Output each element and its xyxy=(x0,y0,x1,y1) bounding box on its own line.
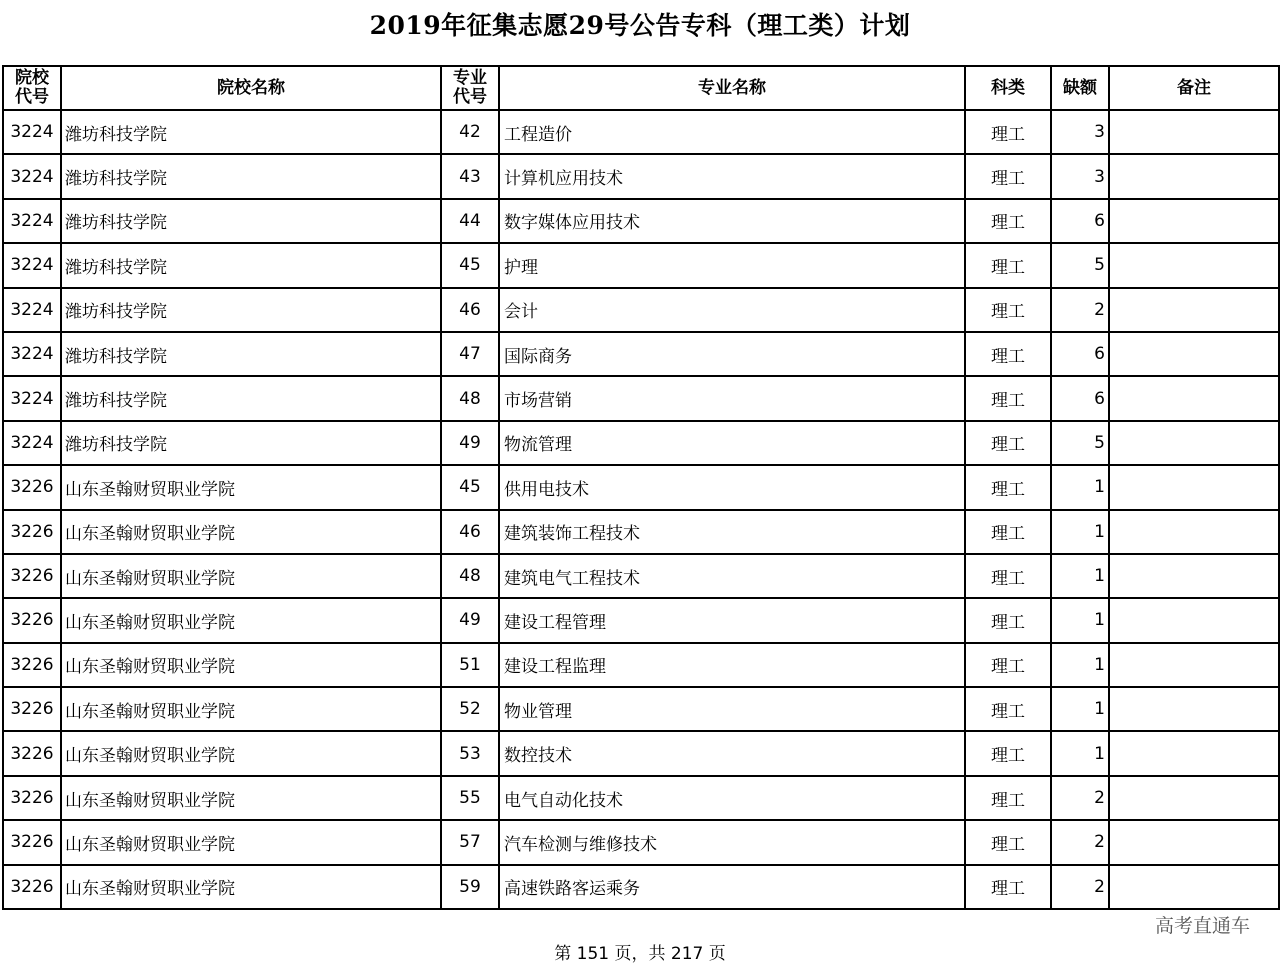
cell-vacancy: 5 xyxy=(1051,421,1109,465)
cell-vacancy: 1 xyxy=(1051,731,1109,775)
cell-major-code: 48 xyxy=(441,554,499,598)
cell-note xyxy=(1109,820,1279,864)
cell-major-name: 建设工程监理 xyxy=(499,643,965,687)
cell-major-name: 工程造价 xyxy=(499,110,965,154)
cell-note xyxy=(1109,687,1279,731)
watermark: 高考直通车 xyxy=(1154,915,1250,937)
cell-note xyxy=(1109,598,1279,642)
cell-major-name: 建筑装饰工程技术 xyxy=(499,510,965,554)
header-vacancy: 缺额 xyxy=(1051,66,1109,110)
cell-major-code: 45 xyxy=(441,465,499,509)
cell-school-name: 潍坊科技学院 xyxy=(61,332,441,376)
cell-note xyxy=(1109,776,1279,820)
cell-major-name: 物业管理 xyxy=(499,687,965,731)
cell-vacancy: 1 xyxy=(1051,643,1109,687)
cell-major-code: 53 xyxy=(441,731,499,775)
cell-school-name: 潍坊科技学院 xyxy=(61,421,441,465)
cell-vacancy: 1 xyxy=(1051,598,1109,642)
cell-school-name: 山东圣翰财贸职业学院 xyxy=(61,510,441,554)
cell-vacancy: 6 xyxy=(1051,376,1109,420)
cell-major-code: 52 xyxy=(441,687,499,731)
cell-note xyxy=(1109,554,1279,598)
cell-major-name: 会计 xyxy=(499,288,965,332)
cell-vacancy: 1 xyxy=(1051,554,1109,598)
cell-major-code: 48 xyxy=(441,376,499,420)
cell-school-code: 3226 xyxy=(3,554,61,598)
cell-note xyxy=(1109,110,1279,154)
cell-vacancy: 2 xyxy=(1051,288,1109,332)
cell-vacancy: 2 xyxy=(1051,776,1109,820)
cell-vacancy: 6 xyxy=(1051,199,1109,243)
cell-category: 理工 xyxy=(965,288,1051,332)
cell-school-code: 3226 xyxy=(3,820,61,864)
cell-note xyxy=(1109,154,1279,198)
cell-note xyxy=(1109,865,1279,909)
cell-school-code: 3224 xyxy=(3,421,61,465)
cell-major-code: 46 xyxy=(441,288,499,332)
cell-major-code: 42 xyxy=(441,110,499,154)
cell-school-code: 3226 xyxy=(3,598,61,642)
table-row xyxy=(3,554,1279,598)
cell-category: 理工 xyxy=(965,199,1051,243)
header-major-name: 专业名称 xyxy=(499,66,965,110)
cell-note xyxy=(1109,332,1279,376)
cell-school-code: 3224 xyxy=(3,376,61,420)
table-row xyxy=(3,643,1279,687)
cell-vacancy: 5 xyxy=(1051,243,1109,287)
cell-school-code: 3226 xyxy=(3,643,61,687)
cell-school-name: 山东圣翰财贸职业学院 xyxy=(61,865,441,909)
table-row xyxy=(3,510,1279,554)
cell-note xyxy=(1109,643,1279,687)
cell-category: 理工 xyxy=(965,865,1051,909)
cell-note xyxy=(1109,465,1279,509)
cell-school-name: 山东圣翰财贸职业学院 xyxy=(61,643,441,687)
cell-vacancy: 6 xyxy=(1051,332,1109,376)
cell-category: 理工 xyxy=(965,820,1051,864)
cell-major-code: 49 xyxy=(441,421,499,465)
cell-school-name: 潍坊科技学院 xyxy=(61,154,441,198)
cell-school-name: 山东圣翰财贸职业学院 xyxy=(61,554,441,598)
cell-school-name: 潍坊科技学院 xyxy=(61,110,441,154)
cell-school-name: 山东圣翰财贸职业学院 xyxy=(61,687,441,731)
table-row xyxy=(3,598,1279,642)
cell-major-name: 高速铁路客运乘务 xyxy=(499,865,965,909)
table-row xyxy=(3,288,1279,332)
cell-major-name: 数控技术 xyxy=(499,731,965,775)
cell-major-name: 护理 xyxy=(499,243,965,287)
cell-school-code: 3224 xyxy=(3,288,61,332)
plan-table xyxy=(2,65,1280,910)
header-row xyxy=(3,66,1279,110)
header-category: 科类 xyxy=(965,66,1051,110)
table-row xyxy=(3,820,1279,864)
cell-school-name: 山东圣翰财贸职业学院 xyxy=(61,598,441,642)
cell-school-name: 山东圣翰财贸职业学院 xyxy=(61,820,441,864)
cell-school-code: 3224 xyxy=(3,199,61,243)
cell-school-name: 山东圣翰财贸职业学院 xyxy=(61,465,441,509)
cell-category: 理工 xyxy=(965,154,1051,198)
cell-category: 理工 xyxy=(965,598,1051,642)
cell-vacancy: 3 xyxy=(1051,154,1109,198)
header-school-code: 院校 代号 xyxy=(3,66,61,110)
table-row xyxy=(3,332,1279,376)
table-row xyxy=(3,110,1279,154)
cell-school-code: 3226 xyxy=(3,865,61,909)
cell-category: 理工 xyxy=(965,110,1051,154)
cell-vacancy: 2 xyxy=(1051,820,1109,864)
page-title: 2019年征集志愿29号公告专科（理工类）计划 xyxy=(369,11,911,40)
table-body xyxy=(3,110,1279,909)
cell-major-name: 市场营销 xyxy=(499,376,965,420)
cell-major-code: 45 xyxy=(441,243,499,287)
cell-school-code: 3226 xyxy=(3,731,61,775)
cell-school-code: 3226 xyxy=(3,776,61,820)
cell-category: 理工 xyxy=(965,554,1051,598)
table-row xyxy=(3,421,1279,465)
cell-vacancy: 3 xyxy=(1051,110,1109,154)
cell-vacancy: 1 xyxy=(1051,465,1109,509)
cell-major-code: 57 xyxy=(441,820,499,864)
cell-school-name: 潍坊科技学院 xyxy=(61,376,441,420)
cell-major-name: 建设工程管理 xyxy=(499,598,965,642)
cell-school-code: 3226 xyxy=(3,510,61,554)
cell-category: 理工 xyxy=(965,465,1051,509)
cell-major-code: 43 xyxy=(441,154,499,198)
cell-school-code: 3224 xyxy=(3,110,61,154)
cell-note xyxy=(1109,288,1279,332)
cell-school-code: 3224 xyxy=(3,243,61,287)
cell-school-code: 3226 xyxy=(3,687,61,731)
cell-major-name: 数字媒体应用技术 xyxy=(499,199,965,243)
table-row xyxy=(3,199,1279,243)
cell-major-name: 电气自动化技术 xyxy=(499,776,965,820)
table-row xyxy=(3,154,1279,198)
cell-note xyxy=(1109,510,1279,554)
cell-school-code: 3224 xyxy=(3,154,61,198)
cell-vacancy: 1 xyxy=(1051,687,1109,731)
cell-category: 理工 xyxy=(965,243,1051,287)
table-row xyxy=(3,776,1279,820)
cell-category: 理工 xyxy=(965,687,1051,731)
cell-school-name: 山东圣翰财贸职业学院 xyxy=(61,731,441,775)
table-row xyxy=(3,243,1279,287)
cell-school-code: 3224 xyxy=(3,332,61,376)
cell-major-name: 国际商务 xyxy=(499,332,965,376)
cell-school-name: 山东圣翰财贸职业学院 xyxy=(61,776,441,820)
table-row xyxy=(3,687,1279,731)
cell-major-code: 51 xyxy=(441,643,499,687)
cell-category: 理工 xyxy=(965,510,1051,554)
table-row xyxy=(3,376,1279,420)
header-note: 备注 xyxy=(1109,66,1279,110)
cell-category: 理工 xyxy=(965,731,1051,775)
cell-category: 理工 xyxy=(965,332,1051,376)
cell-school-name: 潍坊科技学院 xyxy=(61,288,441,332)
cell-note xyxy=(1109,421,1279,465)
cell-major-code: 44 xyxy=(441,199,499,243)
cell-category: 理工 xyxy=(965,776,1051,820)
cell-major-name: 计算机应用技术 xyxy=(499,154,965,198)
page-footer: 第 151 页，共 217 页 xyxy=(554,944,726,964)
cell-school-code: 3226 xyxy=(3,465,61,509)
table-row xyxy=(3,465,1279,509)
cell-vacancy: 2 xyxy=(1051,865,1109,909)
cell-category: 理工 xyxy=(965,421,1051,465)
cell-note xyxy=(1109,243,1279,287)
cell-major-name: 汽车检测与维修技术 xyxy=(499,820,965,864)
table-row xyxy=(3,865,1279,909)
cell-major-name: 供用电技术 xyxy=(499,465,965,509)
cell-major-code: 46 xyxy=(441,510,499,554)
cell-major-code: 47 xyxy=(441,332,499,376)
cell-major-code: 59 xyxy=(441,865,499,909)
cell-category: 理工 xyxy=(965,643,1051,687)
header-major-code: 专业 代号 xyxy=(441,66,499,110)
cell-note xyxy=(1109,376,1279,420)
cell-major-code: 49 xyxy=(441,598,499,642)
cell-vacancy: 1 xyxy=(1051,510,1109,554)
cell-note xyxy=(1109,731,1279,775)
cell-note xyxy=(1109,199,1279,243)
cell-school-name: 潍坊科技学院 xyxy=(61,243,441,287)
cell-major-code: 55 xyxy=(441,776,499,820)
cell-category: 理工 xyxy=(965,376,1051,420)
header-school-name: 院校名称 xyxy=(61,66,441,110)
cell-major-name: 物流管理 xyxy=(499,421,965,465)
cell-major-name: 建筑电气工程技术 xyxy=(499,554,965,598)
table-row xyxy=(3,731,1279,775)
cell-school-name: 潍坊科技学院 xyxy=(61,199,441,243)
